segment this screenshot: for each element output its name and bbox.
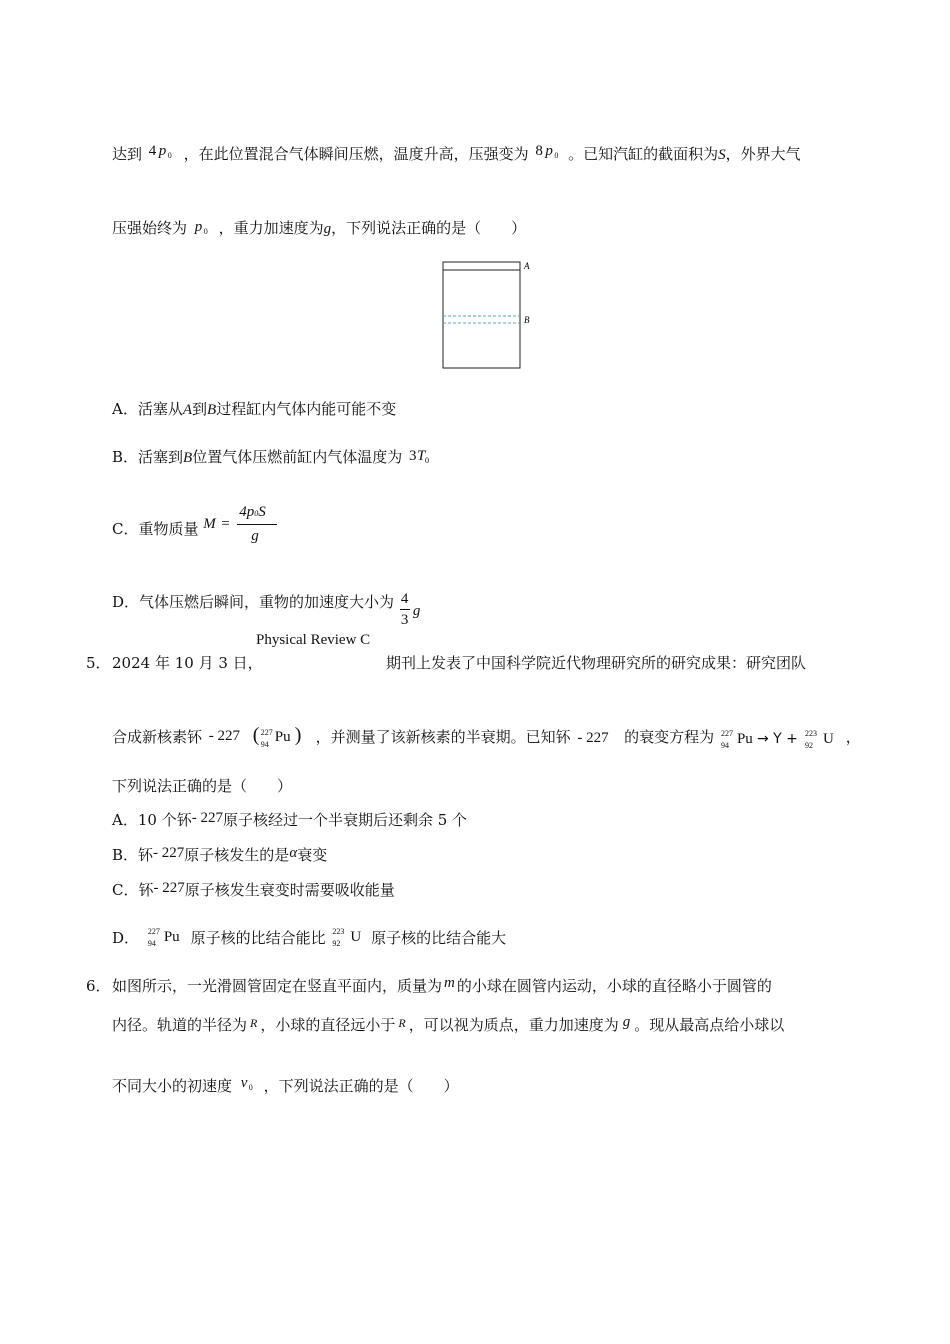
q5-stem-line-3: 下列说法正确的是（ ）	[112, 777, 293, 795]
q6-number: 6．	[86, 977, 111, 995]
journal-name: Physical Review C	[256, 632, 371, 648]
q5-number: 5．	[86, 654, 111, 672]
q4-option-b: B．活塞到B位置气体压燃前缸内气体温度为 3 T 0	[112, 448, 430, 466]
cylinder-figure	[438, 256, 538, 376]
text: 达到	[112, 145, 143, 163]
label-a: A	[524, 261, 530, 271]
q5-option-c: C．钚- 227原子核发生衰变时需要吸收能量	[112, 880, 395, 899]
q5-option-d: D． 227 94 Pu 原子核的比结合能比 223 92 U 原子核的比结合能大	[112, 927, 507, 948]
q5-stem-line-1: 2024 年 10 月 3 日， Physical Review C 期刊上发表了中国科学院近代物理研究所的研究成果：研究团队	[112, 632, 807, 672]
label-b: B	[524, 315, 530, 325]
q6-stem-line-3: 不同大小的初速度 v 0 ，下列说法正确的是（ ）	[112, 1075, 459, 1095]
q5-option-a: A．10 个钚- 227原子核经过一个半衰期后还剩余 5 个	[112, 810, 468, 829]
q6-stem-line-1: 如图所示，一光滑圆管固定在竖直平面内，质量为 m 的小球在圆管内运动，小球的直径略小于圆管的	[112, 975, 772, 995]
cylinder-wall	[443, 262, 520, 368]
fraction-bar	[237, 524, 277, 525]
q4-stem-line-1: 达到 4 p 0 ，在此位置混合气体瞬间压燃，温度升高，压强变为 8 p 0 。已知汽缸的截面积为S，外界大气	[112, 143, 801, 163]
q5-stem-line-2: 合成新核素钚 - 227 ( 227 94 Pu ) ，并测量了该新核素的半衰期。已知钚 - 227 的衰变方程为 227 94 Pu → Y + 223 92 U ，	[112, 724, 861, 750]
numerator: 4p0S	[239, 504, 266, 520]
q4-option-d: D．气体压燃后瞬间，重物的加速度大小为 4 3 g	[112, 591, 421, 628]
q6-stem-line-2: 内径。轨道的半径为 $^R$ ，小球的直径远小于 $^R$ ，可以视为质点，重力加速度为 g 。现从最高点给小球以	[112, 1014, 785, 1034]
q4-stem-line-2: 压强始终为 p 0 ，重力加速度为g，下列说法正确的是（ ）	[112, 219, 527, 237]
q4-option-c: C．重物质量 M = 4p0S g	[112, 518, 283, 539]
q5-option-b: B．钚- 227原子核发生的是α衰变	[112, 845, 328, 864]
q4-option-a: A．活塞从A到B过程缸内气体内能可能不变	[112, 400, 397, 418]
